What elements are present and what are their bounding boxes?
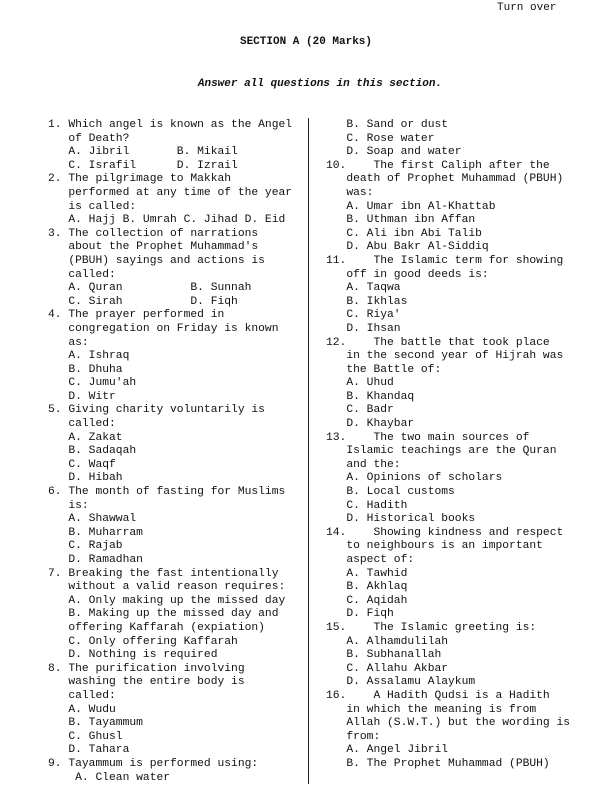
answer-option: C. Allahu Akbar bbox=[326, 662, 449, 675]
section-instructions: Answer all questions in this section. bbox=[197, 78, 443, 90]
answer-option: A. Clean water bbox=[48, 771, 171, 784]
question-block bbox=[48, 404, 302, 486]
answer-option: B. Sand or dust bbox=[326, 119, 449, 131]
question-stem: 11. The Islamic term for showing off in good deeds is: bbox=[326, 254, 564, 281]
question-block bbox=[326, 119, 586, 160]
answer-option: A. Zakat bbox=[48, 431, 123, 444]
answer-option: A. Only making up the missed day bbox=[48, 594, 286, 607]
answer-option: D. Tahara bbox=[48, 744, 130, 757]
question-block bbox=[326, 690, 586, 772]
question-stem: 2. The pilgrimage to Makkah performed at any time of the year is called: bbox=[48, 173, 293, 213]
answer-option: A. Taqwa bbox=[326, 282, 401, 295]
answer-option: C. Ghusl bbox=[48, 730, 123, 743]
answer-option: B. Subhanallah bbox=[326, 649, 442, 662]
answer-option: B. Making up the missed day and offering Kaffarah (expiation) bbox=[68, 608, 279, 634]
answer-option: B. Tayammum bbox=[48, 717, 143, 730]
question-block bbox=[326, 160, 586, 255]
question-stem: 5. Giving charity voluntarily is called: bbox=[48, 404, 265, 431]
question-stem: 6. The month of fasting for Muslims is: bbox=[48, 486, 286, 512]
answer-option: D. Khaybar bbox=[326, 418, 415, 431]
question-stem: 14. Showing kindness and respect to neighbours is an important aspect of: bbox=[326, 526, 564, 566]
answer-option: C. Rajab bbox=[48, 540, 123, 553]
answer-option: B. Khandaq bbox=[326, 390, 415, 403]
answer-option: D. Ihsan bbox=[326, 322, 401, 335]
question-stem: 7. Breaking the fast intentionally without a valid reason requires: bbox=[48, 567, 286, 594]
question-block bbox=[326, 337, 586, 432]
answer-option: D. Hibah bbox=[48, 472, 123, 485]
question-block bbox=[48, 486, 302, 568]
answer-option: C. Israfil D. Izrail bbox=[48, 159, 238, 172]
answer-option: A. Quran B. Sunnah bbox=[48, 282, 252, 295]
answer-option: D. Assalamu Alaykum bbox=[326, 676, 476, 689]
answer-option: A. Tawhid bbox=[326, 567, 408, 580]
question-stem: 12. The battle that took place in the second year of Hijrah was the Battle of: bbox=[326, 336, 564, 376]
answer-option: B. The Prophet Muhammad (PBUH) bbox=[326, 757, 550, 770]
answer-option: B. Akhlaq bbox=[326, 581, 408, 594]
answer-option: C. Riya' bbox=[326, 309, 401, 322]
question-block bbox=[326, 527, 586, 622]
answer-option: A. Alhamdulilah bbox=[326, 635, 449, 648]
question-block bbox=[48, 228, 302, 310]
right-question-column bbox=[326, 119, 586, 772]
answer-option: C. Jumu'ah bbox=[48, 377, 137, 390]
answer-option: B. Muharram bbox=[48, 526, 143, 539]
question-stem: 4. The prayer performed in congregation on Friday is known as: bbox=[48, 309, 279, 349]
answer-option: C. Hadith bbox=[326, 499, 408, 512]
column-divider bbox=[308, 118, 309, 784]
question-stem: 3. The collection of narrations about the Prophet Muhammad's (PBUH) sayings and actions is called: bbox=[48, 227, 265, 281]
answer-option: C. Aqidah bbox=[326, 594, 408, 607]
question-stem: 13. The two main sources of Islamic teachings are the Quran and the: bbox=[326, 431, 557, 471]
question-block bbox=[48, 663, 302, 758]
question-stem: 1. Which angel is known as the Angel of Death? bbox=[48, 119, 293, 145]
answer-option: C. Badr bbox=[326, 404, 394, 417]
question-block bbox=[48, 119, 302, 173]
answer-option: A. Ishraq bbox=[48, 350, 130, 363]
answer-option: D. Soap and water bbox=[326, 146, 462, 159]
question-block bbox=[48, 173, 302, 227]
question-block bbox=[326, 255, 586, 337]
answer-option: C. Sirah D. Fiqh bbox=[48, 295, 238, 308]
answer-option: D. Witr bbox=[48, 390, 116, 403]
question-block bbox=[48, 758, 302, 785]
question-stem: 10. The first Caliph after the death of Prophet Muhammad (PBUH) was: bbox=[326, 159, 564, 199]
answer-option: B. Local customs bbox=[326, 486, 455, 499]
answer-option: D. Ramadhan bbox=[48, 554, 143, 566]
answer-option: C. Ali ibn Abi Talib bbox=[326, 227, 482, 240]
answer-option: C. Waqf bbox=[48, 458, 116, 471]
answer-option: A. Opinions of scholars bbox=[326, 472, 503, 485]
answer-option: B. Uthman ibn Affan bbox=[326, 214, 476, 227]
answer-option: A. Umar ibn Al-Khattab bbox=[326, 200, 496, 213]
answer-option: B. Ikhlas bbox=[326, 295, 408, 308]
answer-option: C. Only offering Kaffarah bbox=[48, 635, 238, 648]
question-stem: 15. The Islamic greeting is: bbox=[326, 621, 537, 634]
question-stem: 16. A Hadith Qudsi is a Hadith in which the meaning is from Allah (S.W.T.) but the wording is from: bbox=[326, 689, 571, 743]
turn-over-label: Turn over bbox=[497, 2, 557, 14]
question-stem: 8. The purification involving washing the entire body is called: bbox=[48, 662, 245, 702]
answer-option: B. Sadaqah bbox=[48, 445, 137, 458]
answer-option: D. Abu Bakr Al-Siddiq bbox=[326, 241, 489, 254]
answer-option: D. Historical books bbox=[326, 513, 476, 526]
question-block bbox=[48, 568, 302, 663]
answer-option: C. Rose water bbox=[326, 132, 435, 145]
answer-option: A. Hajj B. Umrah C. Jihad D. Eid bbox=[48, 214, 286, 227]
answer-option: A. Shawwal bbox=[48, 513, 137, 526]
question-stem: 9. Tayammum is performed using: bbox=[48, 757, 259, 770]
answer-option: B. Dhuha bbox=[48, 363, 123, 376]
question-block bbox=[48, 309, 302, 404]
left-question-column bbox=[48, 119, 302, 785]
section-title: SECTION A (20 Marks) bbox=[239, 36, 373, 48]
answer-option: A. Wudu bbox=[48, 703, 116, 716]
answer-option: D. Nothing is required bbox=[48, 649, 218, 662]
question-block bbox=[326, 432, 586, 527]
question-block bbox=[326, 622, 586, 690]
answer-option: D. Fiqh bbox=[326, 608, 394, 621]
answer-option: A. Uhud bbox=[326, 377, 394, 390]
answer-option: A. Jibril B. Mikail bbox=[48, 146, 238, 159]
answer-option: A. Angel Jibril bbox=[326, 744, 449, 757]
